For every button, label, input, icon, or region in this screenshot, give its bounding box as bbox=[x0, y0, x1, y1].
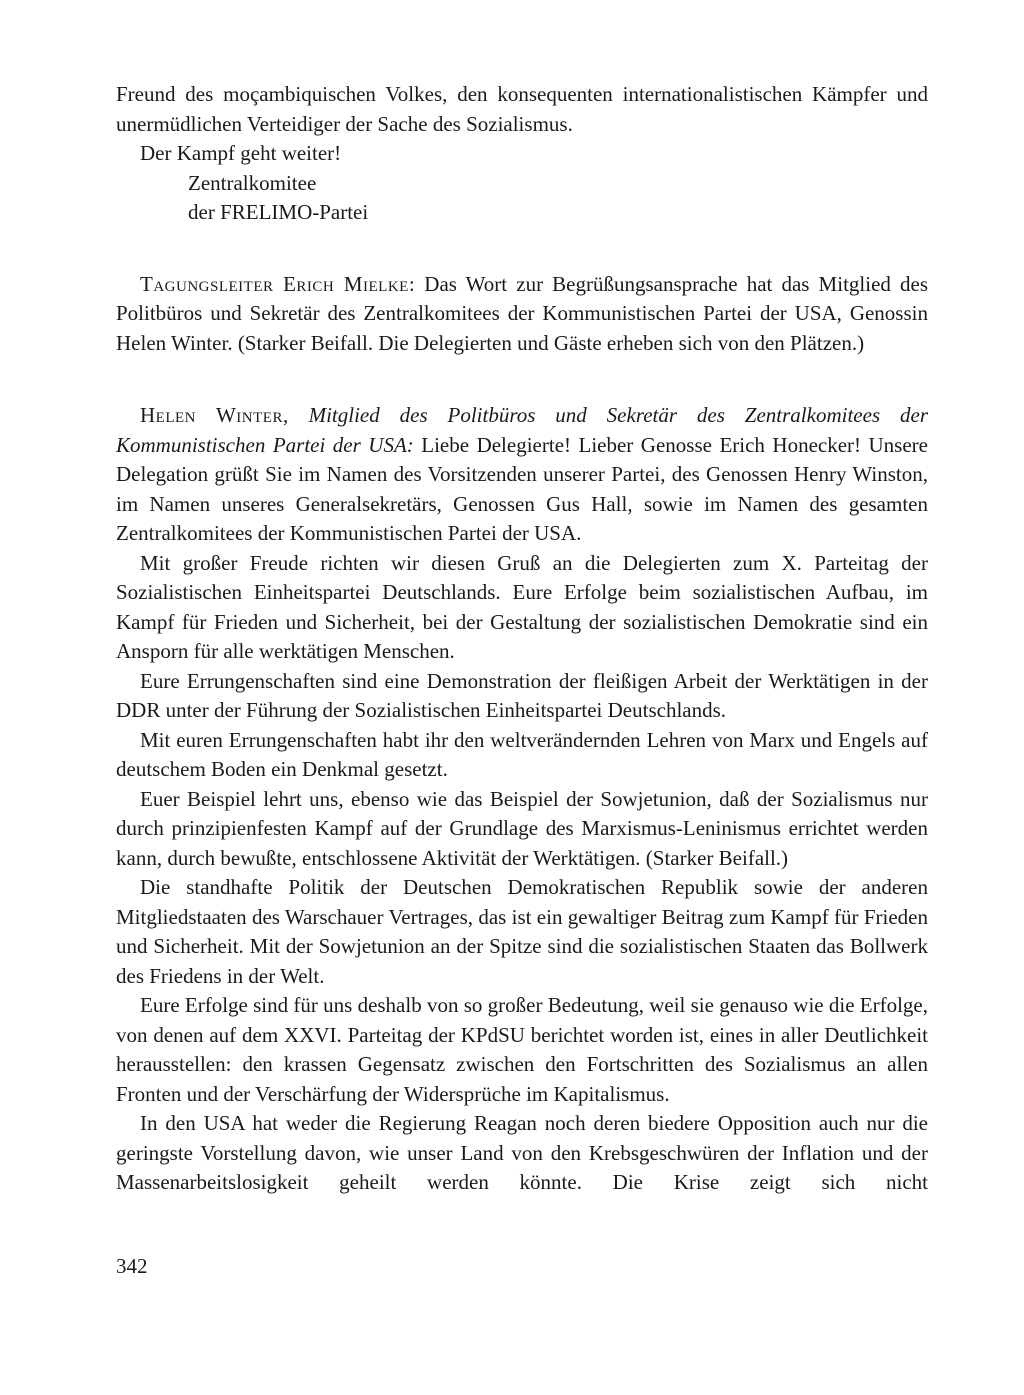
intro-paragraph: Freund des moçambiquischen Volkes, den konsequenten internationalistischen Kämpfer und unermüdlichen Verteidiger der Sache des Sozialismus. bbox=[116, 82, 928, 136]
speech-opening: Liebe Delegierte! Lieber Genosse Erich Honecker! Unsere Delegation grüßt Sie im Namen des Vorsitzenden unserer Partei, des Genossen Henry Winston, im Namen unseres Generalsekretärs, Genossen Gus Hall, sowie im Namen des gesamten Zentralkomitees der Kommunistischen Partei der USA. bbox=[116, 432, 928, 545]
speech-paragraph-5: Die standhafte Politik der Deutschen Demokratischen Republik sowie der anderen Mitgliedstaaten des Warschauer Vertrages, das ist ein gewaltiger Beitrag zum Kampf für Frieden und Sicherheit. Mit der Sowjetunion an der Spitze sind die sozialistischen Staaten das Bollwerk des Friedens in der Welt. bbox=[116, 875, 928, 988]
speech-paragraph-2: Eure Errungenschaften sind eine Demonstration der fleißigen Arbeit der Werktätigen in der DDR unter der Führung der Sozialistischen Einheitspartei Deutschlands. bbox=[116, 668, 928, 722]
speech-paragraph-3: Mit euren Errungenschaften habt ihr den weltverändernden Lehren von Marx und Engels auf deutschem Boden ein Denkmal gesetzt. bbox=[116, 727, 928, 781]
speech-paragraph-7: In den USA hat weder die Regierung Reagan noch deren biedere Opposition auch nur die geringste Vorstellung davon, wie unser Land von den Krebsgeschwüren der Inflation und der Massenarbeitslosigkeit geheilt werden könnte. Die Krise zeigt sich nicht bbox=[116, 1111, 928, 1194]
signature-line-2: der FRELIMO-Partei bbox=[188, 200, 369, 224]
speech-role: Mitglied des Politbüros und Sekretär des Zentralkomitees der Kommunistischen Partei der USA: bbox=[116, 403, 928, 457]
chair-speaker: Tagungsleiter Erich Mielke: bbox=[140, 271, 416, 296]
signature-line-1: Zentralkomitee bbox=[188, 170, 317, 195]
slogan: Der Kampf geht weiter! bbox=[140, 141, 342, 165]
speech-paragraph-4: Euer Beispiel lehrt uns, ebenso wie das Beispiel der Sowjetunion, daß der Sozialismus nur durch prinzipienfesten Kampf auf der Grundlage des Marxismus-Leninismus errichtet werden kann, durch bewußte, entschlossene Aktivität der Werktätigen. (Starker Beifall.) bbox=[116, 786, 928, 870]
speech-paragraph-6: Eure Erfolge sind für uns deshalb von so großer Bedeutung, weil sie genauso wie die Erfolge, von denen auf dem XXVI. Parteitag der KPdSU berichtet worden ist, eines in aller Deutlichkeit herausstellen: den krassen Gegensatz zwischen den Fortschritten des Sozialismus an allen Fronten und der Verschärfung der Widersprüche im Kapitalismus. bbox=[116, 993, 928, 1106]
document-page bbox=[116, 80, 928, 1198]
chair-paragraph bbox=[116, 270, 928, 359]
speech-opening-paragraph bbox=[116, 401, 928, 549]
speech-paragraph-1: Mit großer Freude richten wir diesen Gruß an die Delegierten zum X. Parteitag der Sozialistischen Einheitspartei Deutschlands. Eure Erfolge beim sozialistischen Aufbau, im Kampf für Frieden und Sicherheit, bei der Gestaltung der sozialistischen Demokratie sind ein Ansporn für alle werktätigen Menschen. bbox=[116, 550, 928, 663]
speech-speaker: Helen Winter, bbox=[140, 403, 289, 427]
page-number: 342 bbox=[116, 1254, 148, 1278]
chair-text: Das Wort zur Begrüßungsansprache hat das Mitglied des Politbüros und Sekretär des Zentralkomitees der Kommunistischen Partei der USA, Genossin Helen Winter. (Starker Beifall. Die Delegierten und Gäste erheben sich von den Plätzen.) bbox=[116, 271, 928, 355]
